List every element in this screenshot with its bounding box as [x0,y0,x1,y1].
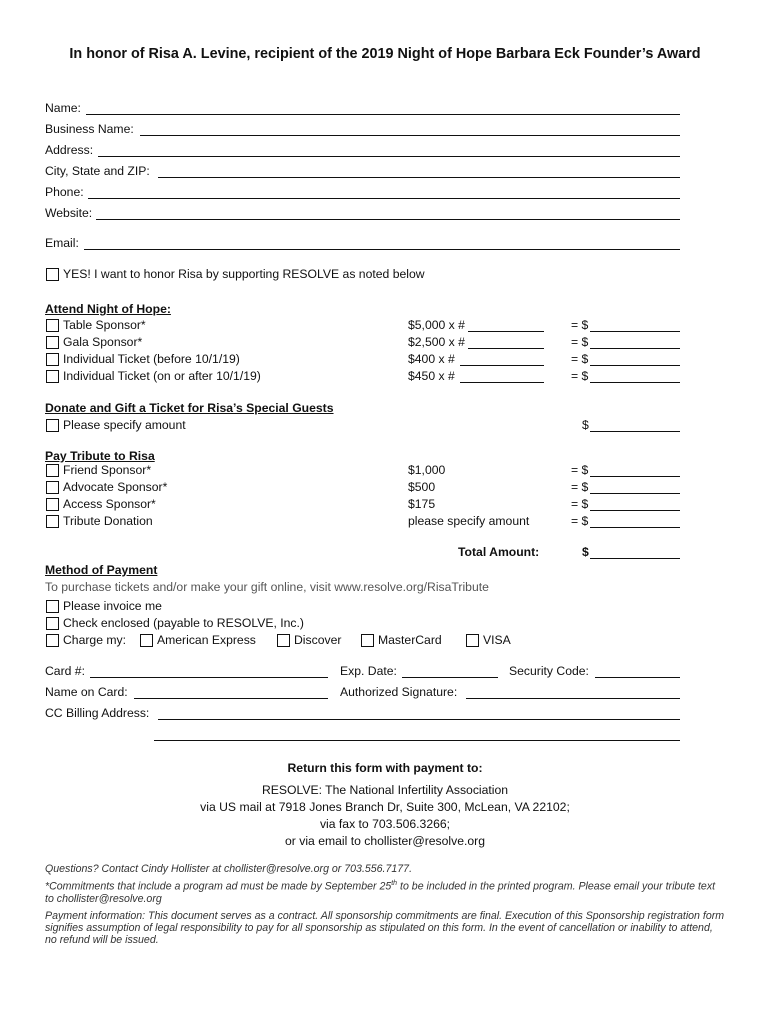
donate-amount-checkbox[interactable] [46,419,59,432]
friend-sponsor-eq: = $ [571,463,589,477]
visa-label: VISA [483,633,511,647]
website-field[interactable] [96,219,680,220]
phone-field[interactable] [88,198,680,199]
check-enclosed-label: Check enclosed (payable to RESOLVE, Inc.) [63,616,304,630]
card-number-field[interactable] [90,677,328,678]
name-on-card-field[interactable] [134,698,328,699]
city-state-zip-field[interactable] [158,177,680,178]
security-code-field[interactable] [595,677,680,678]
table-sponsor-price: $5,000 x # [408,318,465,332]
ticket-before-label: Individual Ticket (before 10/1/19) [63,352,240,366]
name-on-card-label: Name on Card: [45,685,128,699]
check-enclosed-checkbox[interactable] [46,617,59,630]
payment-info-note: Payment information: This document serves as a contract. All sponsorship commitments are final. Execution of this Sponsorship registration form signifies assumption of legal responsibility to pay for all sponsorship as stipulated on this form. In the event of cancellation or inability to attend, no refund will be issued. [45,910,725,946]
charge-label: Charge my: [63,633,126,647]
return-line-4: or via email to chollister@resolve.org [285,834,485,848]
name-label: Name: [45,101,81,115]
discover-label: Discover [294,633,342,647]
amex-checkbox[interactable] [140,634,153,647]
city-state-zip-label: City, State and ZIP: [45,164,150,178]
signature-label: Authorized Signature: [340,685,458,699]
commitments-note-superscript: th [391,880,398,887]
ticket-before-qty-field[interactable] [460,365,544,366]
advocate-sponsor-eq: = $ [571,480,589,494]
phone-label: Phone: [45,185,84,199]
donate-amount-field[interactable] [590,431,680,432]
mastercard-label: MasterCard [378,633,442,647]
ticket-after-qty-field[interactable] [460,382,544,383]
ticket-after-checkbox[interactable] [46,370,59,383]
invoice-label: Please invoice me [63,599,162,613]
total-amount-field[interactable] [590,558,680,559]
ticket-before-price: $400 x # [408,352,455,366]
donate-eq: $ [582,418,589,432]
yes-checkbox[interactable] [46,268,59,281]
security-code-label: Security Code: [509,664,589,678]
gala-sponsor-price: $2,500 x # [408,335,465,349]
business-name-label: Business Name: [45,122,134,136]
questions-note: Questions? Contact Cindy Hollister at chollister@resolve.org or 703.556.7177. [45,863,413,875]
email-field[interactable] [84,249,680,250]
friend-sponsor-price: $1,000 [408,463,446,477]
total-eq: $ [582,545,589,559]
tribute-donation-eq: = $ [571,514,589,528]
name-field[interactable] [86,114,680,115]
table-sponsor-total-field[interactable] [590,331,680,332]
ticket-after-eq: = $ [571,369,589,383]
exp-date-label: Exp. Date: [340,664,397,678]
advocate-sponsor-price: $500 [408,480,436,494]
friend-sponsor-total-field[interactable] [590,476,680,477]
access-sponsor-checkbox[interactable] [46,498,59,511]
table-sponsor-qty-field[interactable] [468,331,544,332]
gala-sponsor-checkbox[interactable] [46,336,59,349]
payment-heading: Method of Payment [45,563,158,577]
total-amount-label: Total Amount: [458,545,540,559]
return-line-2: via US mail at 7918 Jones Branch Dr, Suite 300, McLean, VA 22102; [200,800,570,814]
access-sponsor-eq: = $ [571,497,589,511]
tribute-donation-label: Tribute Donation [63,514,153,528]
business-name-field[interactable] [140,135,680,136]
commitments-note-part-2: to be included in the printed program. Please email your tribute text to chollister@resolve.org [45,880,716,905]
return-heading: Return this form with payment to: [287,761,483,775]
billing-address-label: CC Billing Address: [45,706,150,720]
return-line-1: RESOLVE: The National Infertility Association [261,783,509,797]
form-title: In honor of Risa A. Levine, recipient of the 2019 Night of Hope Barbara Eck Founder’s Award [69,46,701,62]
card-number-label: Card #: [45,664,85,678]
ticket-after-label: Individual Ticket (on or after 10/1/19) [63,369,261,383]
billing-address-field-2[interactable] [154,740,680,741]
ticket-before-eq: = $ [571,352,589,366]
signature-field[interactable] [466,698,680,699]
access-sponsor-label: Access Sponsor* [63,497,156,511]
advocate-sponsor-checkbox[interactable] [46,481,59,494]
tribute-heading: Pay Tribute to Risa [45,449,155,463]
donate-heading: Donate and Gift a Ticket for Risa’s Special Guests [45,401,334,415]
mastercard-checkbox[interactable] [361,634,374,647]
ticket-after-price: $450 x # [408,369,455,383]
address-field[interactable] [98,156,680,157]
tribute-donation-total-field[interactable] [590,527,680,528]
advocate-sponsor-label: Advocate Sponsor* [63,480,168,494]
discover-checkbox[interactable] [277,634,290,647]
commitments-note-part-1: *Commitments that include a program ad must be made by September 25 [45,880,392,893]
commitments-note [45,880,725,905]
return-line-3: via fax to 703.506.3266; [319,817,451,831]
friend-sponsor-label: Friend Sponsor* [63,463,152,477]
ticket-before-checkbox[interactable] [46,353,59,366]
table-sponsor-label: Table Sponsor* [63,318,146,332]
amex-label: American Express [157,633,256,647]
ticket-after-total-field[interactable] [590,382,680,383]
advocate-sponsor-total-field[interactable] [590,493,680,494]
table-sponsor-checkbox[interactable] [46,319,59,332]
donate-amount-label: Please specify amount [63,418,186,432]
charge-checkbox[interactable] [46,634,59,647]
tribute-donation-checkbox[interactable] [46,515,59,528]
access-sponsor-total-field[interactable] [590,510,680,511]
gala-sponsor-total-field[interactable] [590,348,680,349]
access-sponsor-price: $175 [408,497,436,511]
tribute-donation-price: please specify amount [408,514,530,528]
invoice-checkbox[interactable] [46,600,59,613]
gala-sponsor-label: Gala Sponsor* [63,335,143,349]
gala-sponsor-qty-field[interactable] [468,348,544,349]
friend-sponsor-checkbox[interactable] [46,464,59,477]
visa-checkbox[interactable] [466,634,479,647]
exp-date-field[interactable] [402,677,498,678]
attend-heading: Attend Night of Hope: [45,302,171,316]
address-label: Address: [45,143,94,157]
ticket-before-total-field[interactable] [590,365,680,366]
email-label: Email: [45,236,79,250]
table-sponsor-eq: = $ [571,318,589,332]
billing-address-field[interactable] [158,719,680,720]
yes-label: YES! I want to honor Risa by supporting RESOLVE as noted below [63,267,425,281]
gala-sponsor-eq: = $ [571,335,589,349]
website-label: Website: [45,206,93,220]
online-instructions: To purchase tickets and/or make your gift online, visit www.resolve.org/RisaTribute [45,580,489,594]
